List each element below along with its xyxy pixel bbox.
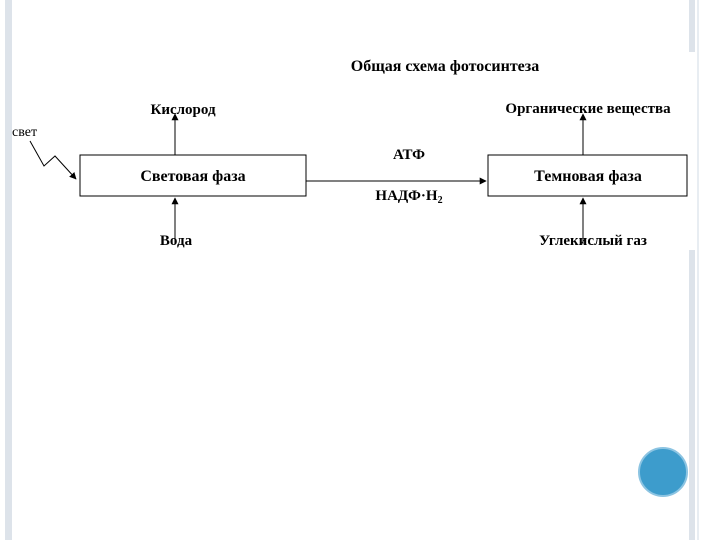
light-phase-label: Световая фаза	[140, 168, 246, 185]
light-zigzag-arrow	[30, 141, 76, 179]
nadph-main-text: НАДФ·Н	[375, 188, 438, 204]
atp-label: АТФ	[392, 147, 426, 163]
diagram-title: Общая схема фотосинтеза	[350, 58, 540, 75]
water-label: Вода	[159, 233, 193, 249]
light-label: свет	[12, 125, 38, 140]
slide-decoration-circle	[638, 447, 688, 497]
oxygen-label: Кислород	[150, 102, 216, 118]
organic-label: Органические вещества	[505, 101, 671, 117]
nadph-subscript: 2	[437, 195, 443, 206]
dark-phase-label: Темновая фаза	[534, 168, 642, 185]
nadph-label	[375, 188, 442, 206]
co2-label: Углекислый газ	[539, 233, 647, 249]
